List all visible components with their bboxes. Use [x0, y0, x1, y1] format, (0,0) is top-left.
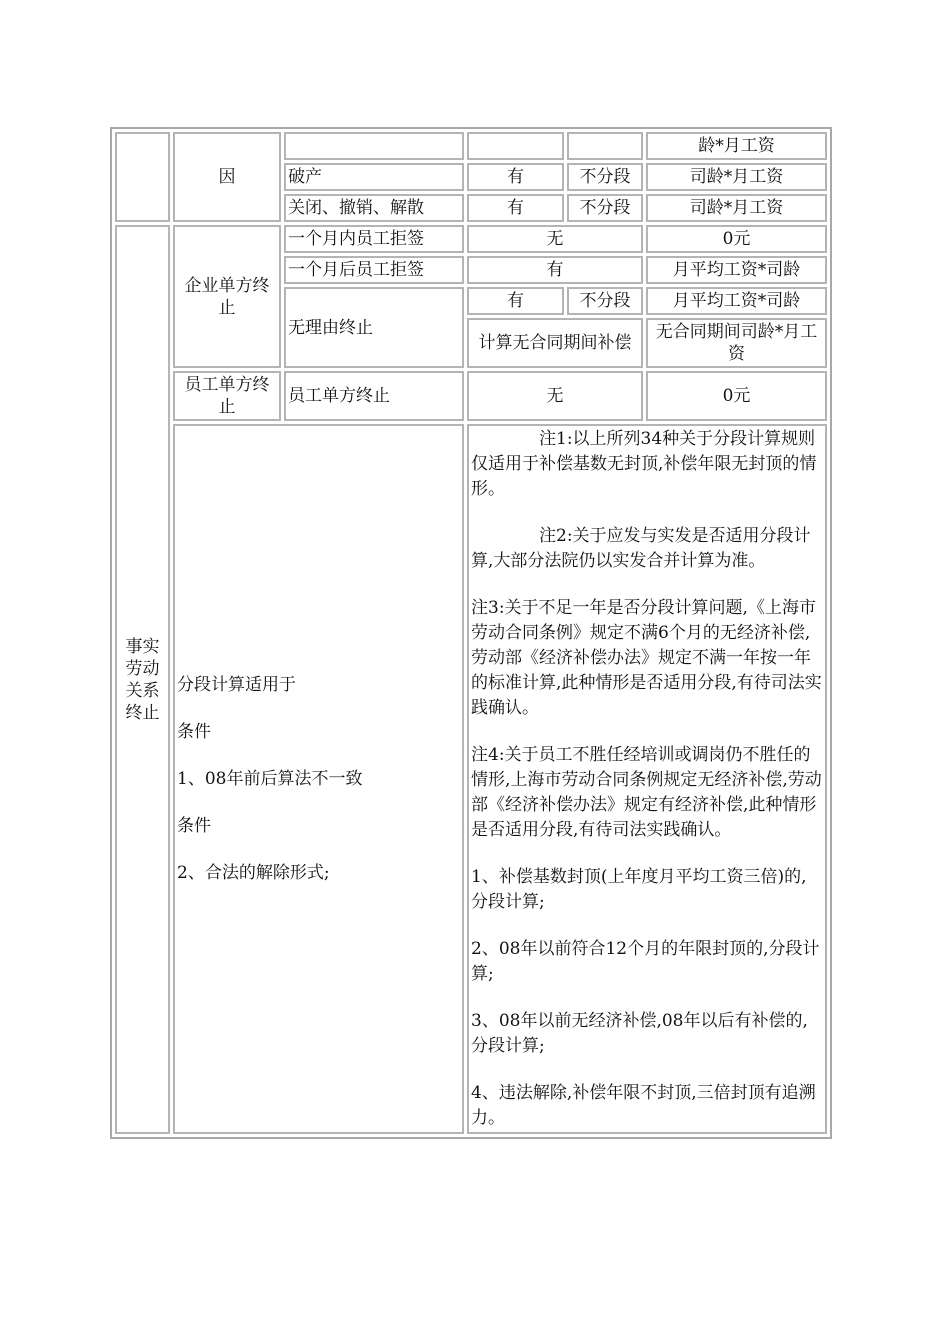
seg-cell: 不分段 — [567, 163, 643, 191]
conditions-line: 条件 — [177, 815, 211, 836]
has-cell: 有 — [467, 163, 564, 191]
type-cell: 一个月后员工拒签 — [284, 256, 464, 284]
seg-cell: 不分段 — [567, 194, 643, 222]
type-cell: 无理由终止 — [284, 287, 464, 368]
formula-cell: 0元 — [646, 225, 827, 253]
notes-cell — [467, 424, 827, 1134]
formula-cell: 0元 — [646, 371, 827, 421]
note-item: 3、08年以前无经济补偿,08年以后有补偿的,分段计算; — [471, 1011, 808, 1056]
formula-cell: 龄*月工资 — [646, 132, 827, 160]
note-item: 注2:关于应发与实发是否适用分段计算,大部分法院仍以实发合并计算为准。 — [471, 526, 811, 571]
formula-cell: 司龄*月工资 — [646, 194, 827, 222]
has-cell: 有 — [467, 287, 564, 315]
formula-cell: 无合同期间司龄*月工资 — [646, 318, 827, 368]
formula-cell: 月平均工资*司龄 — [646, 256, 827, 284]
note-item: 注3:关于不足一年是否分段计算问题,《上海市劳动合同条例》规定不满6个月的无经济补偿,劳动部《经济补偿办法》规定不满一年按一年的标准计算,此种情形是否适用分段,有待司法实践确认。 — [471, 598, 822, 718]
has-cell — [467, 132, 564, 160]
type-cell: 一个月内员工拒签 — [284, 225, 464, 253]
conditions-line: 分段计算适用于 — [177, 674, 296, 695]
conditions-line: 2、合法的解除形式; — [177, 862, 330, 883]
cause-label: 因 — [173, 132, 281, 222]
table-row — [115, 132, 827, 160]
fact-label-line1: 事实劳动 — [125, 636, 160, 679]
table-row — [115, 225, 827, 253]
note-item: 4、违法解除,补偿年限不封顶,三倍封顶有追溯力。 — [471, 1083, 816, 1128]
type-cell: 关闭、撤销、解散 — [284, 194, 464, 222]
type-cell — [284, 132, 464, 160]
formula-cell: 司龄*月工资 — [646, 163, 827, 191]
conditions-line: 条件 — [177, 721, 211, 742]
segment-conditions-cell — [173, 424, 464, 1134]
employee-termination-label: 员工单方终止 — [173, 371, 281, 421]
seg-cell — [567, 132, 643, 160]
conditions-line: 1、08年前后算法不一致 — [177, 768, 363, 789]
has-cell: 无 — [467, 225, 643, 253]
has-cell: 有 — [467, 256, 643, 284]
table-row — [115, 424, 827, 1134]
has-cell: 无 — [467, 371, 643, 421]
fact-termination-label — [115, 225, 170, 1134]
type-cell: 员工单方终止 — [284, 371, 464, 421]
type-cell: 破产 — [284, 163, 464, 191]
employer-termination-label: 企业单方终止 — [173, 225, 281, 368]
note-item: 注4:关于员工不胜任经培训或调岗仍不胜任的情形,上海市劳动合同条例规定无经济补偿,劳动部《经济补偿办法》规定有经济补偿,此种情形是否适用分段,有待司法实践确认。 — [471, 745, 822, 840]
has-cell: 计算无合同期间补偿 — [467, 318, 643, 368]
note-item: 1、补偿基数封顶(上年度月平均工资三倍)的,分段计算; — [471, 867, 807, 912]
seg-cell: 不分段 — [567, 287, 643, 315]
table-row — [115, 371, 827, 421]
fact-label-line2: 关系终止 — [125, 680, 160, 723]
note-item: 注1:以上所列34种关于分段计算规则仅适用于补偿基数无封顶,补偿年限无封顶的情形。 — [471, 429, 817, 499]
blank-cell — [115, 132, 170, 222]
has-cell: 有 — [467, 194, 564, 222]
formula-cell: 月平均工资*司龄 — [646, 287, 827, 315]
compensation-table — [110, 127, 832, 1139]
note-item: 2、08年以前符合12个月的年限封顶的,分段计算; — [471, 939, 820, 984]
